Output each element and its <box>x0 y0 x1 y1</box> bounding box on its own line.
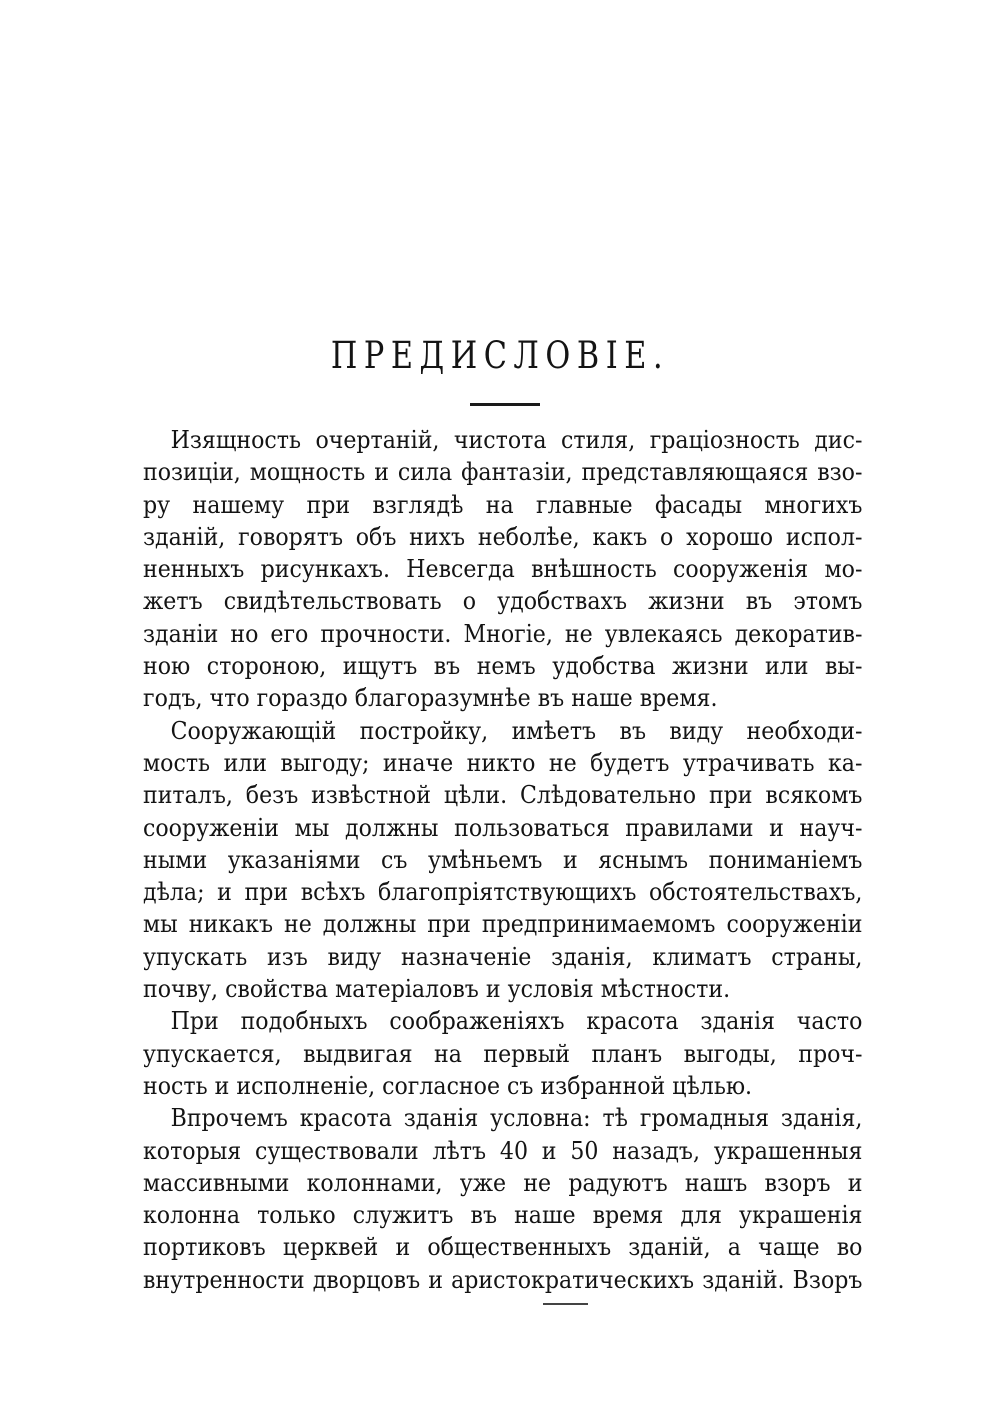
text-line: упускать изъ виду назначеніе зданія, климатъ страны, <box>143 942 863 971</box>
text-line: внутренности дворцовъ и аристократическихъ зданій. Взоръ <box>143 1265 863 1294</box>
text-line: портиковъ церквей и общественныхъ зданій, а чаще во <box>143 1233 863 1262</box>
text-line: ною стороною, ищутъ въ немъ удобства жизни или вы- <box>143 652 863 681</box>
text-line: Сооружающій постройку, имѣетъ въ виду необходи- <box>170 716 863 745</box>
signature-mark <box>543 1303 588 1305</box>
page-heading: ПРЕДИСЛОВІЕ. <box>330 334 670 377</box>
text-line: Впрочемъ красота зданія условна: тѣ громадныя зданія, <box>170 1104 863 1133</box>
text-line: упускается, выдвигая на первый планъ выгоды, проч- <box>143 1039 863 1068</box>
text-line: колонна только служитъ въ наше время для украшенія <box>143 1201 863 1230</box>
text-line: зданій, говорятъ объ нихъ неболѣе, какъ о хорошо испол- <box>143 522 863 551</box>
text-line: массивными колоннами, уже не радуютъ нашъ взоръ и <box>143 1168 863 1197</box>
body-text <box>143 424 863 1296</box>
text-line: ность и исполненіе, согласное съ избранной цѣлью. <box>143 1071 753 1100</box>
text-line: При подобныхъ соображеніяхъ красота зданія часто <box>170 1007 863 1036</box>
text-line: годъ, что гораздо благоразумнѣе въ наше время. <box>143 684 718 713</box>
text-line: мы никакъ не должны при предпринимаемомъ сооруженіи <box>143 910 863 939</box>
text-line: дѣла; и при всѣхъ благопріятствующихъ обстоятельствахъ, <box>143 878 863 907</box>
text-line: зданіи но его прочности. Многіе, не увлекаясь декоратив- <box>143 619 863 648</box>
text-line: мость или выгоду; иначе никто не будетъ утрачивать ка- <box>143 748 863 777</box>
text-line: питалъ, безъ извѣстной цѣли. Слѣдовательно при всякомъ <box>143 781 863 810</box>
text-line: почву, свойства матеріаловъ и условія мѣстности. <box>143 975 731 1004</box>
text-line: ненныхъ рисункахъ. Невсегда внѣшность сооруженія мо- <box>143 555 863 584</box>
heading-rule <box>470 403 540 406</box>
text-line: которыя существовали лѣтъ 40 и 50 назадъ, украшенныя <box>143 1136 863 1165</box>
text-line: позиціи, мощность и сила фантазіи, представляющаяся взо- <box>143 458 863 487</box>
text-line: ными указаніями съ умѣньемъ и яснымъ пониманіемъ <box>143 845 863 874</box>
text-line: ру нашему при взглядѣ на главные фасады многихъ <box>143 490 863 519</box>
text-line: сооруженіи мы должны пользоваться правилами и науч- <box>143 813 863 842</box>
text-line: Изящность очертаній, чистота стиля, граціозность дис- <box>170 426 863 454</box>
text-line: жетъ свидѣтельствовать о удобствахъ жизни въ этомъ <box>143 587 863 616</box>
